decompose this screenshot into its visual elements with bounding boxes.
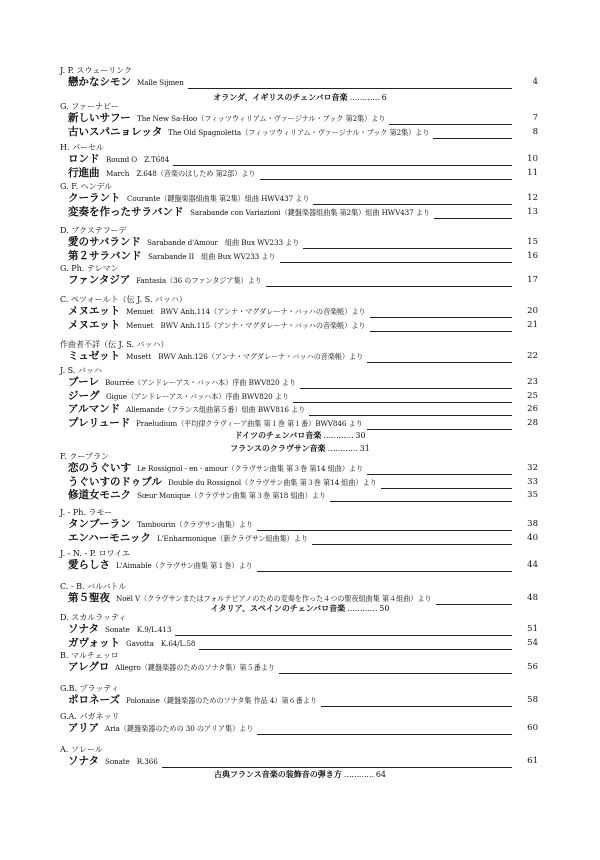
page-number: 17 bbox=[527, 275, 538, 285]
original-title: Le Rossignol - en - amour（クラヴサン曲集 第３巻 第14 組曲）より bbox=[137, 464, 364, 473]
original-title: The Old Spagnoletta（フィッツウィリアム・ヴァージナル・ブック 第2集）より bbox=[168, 127, 430, 137]
toc-entry[interactable] bbox=[0, 637, 600, 650]
toc-entry[interactable] bbox=[0, 476, 600, 489]
leader-line bbox=[257, 571, 512, 572]
section-page-number: 64 bbox=[375, 770, 387, 779]
piece-title: うぐいすのドゥブル bbox=[68, 475, 162, 488]
leader-line bbox=[367, 362, 512, 363]
piece-title: 戀かなシモン bbox=[68, 76, 131, 88]
piece-title: 古いスパニョレッタ bbox=[68, 125, 163, 138]
page-number: 7 bbox=[532, 113, 538, 123]
page-number: 16 bbox=[527, 250, 538, 261]
leader-line bbox=[321, 706, 512, 707]
piece-title: アレグロ bbox=[68, 661, 110, 673]
page-number: 4 bbox=[532, 77, 538, 87]
toc-entry[interactable] bbox=[0, 722, 600, 735]
leader-dots: ………… bbox=[325, 444, 360, 453]
section-title: フランスのクラヴサン音楽 bbox=[230, 444, 326, 453]
toc-entry[interactable] bbox=[0, 167, 600, 180]
leader-dots: ………… bbox=[321, 431, 356, 440]
piece-title: メヌエット bbox=[68, 305, 121, 317]
toc-entry[interactable] bbox=[0, 126, 600, 139]
leader-line bbox=[367, 429, 512, 430]
toc-entry[interactable] bbox=[0, 305, 600, 318]
original-title: Menuet BWV Anh.115（アンナ・マグダレーナ・バッハの音楽帳）より bbox=[126, 320, 366, 330]
toc-entry[interactable] bbox=[0, 112, 600, 125]
page-number: 8 bbox=[532, 126, 538, 137]
piece-title: ファンタジア bbox=[68, 274, 131, 286]
piece-title: 愛のサバランド bbox=[68, 236, 141, 248]
page-number: 23 bbox=[527, 377, 538, 387]
toc-entry[interactable] bbox=[0, 462, 600, 475]
piece-title: プレリュード bbox=[68, 416, 131, 429]
toc-entry[interactable] bbox=[0, 76, 600, 89]
piece-title: タンブーラン bbox=[68, 518, 131, 530]
original-title: L'Aimable（クラヴサン曲集 第１巻）より bbox=[116, 561, 253, 570]
composer-name: J. - N. - P. ロワイエ bbox=[60, 549, 131, 558]
section-heading bbox=[0, 431, 600, 441]
section-page-number: 30 bbox=[355, 431, 366, 440]
piece-title: ソナタ bbox=[68, 623, 99, 635]
composer-name: 作曲者不詳（伝 J. S. バッハ） bbox=[60, 340, 169, 349]
original-title: Gavotta K.64/L.58 bbox=[126, 638, 196, 648]
toc-entry[interactable] bbox=[0, 390, 600, 403]
original-title: Musett BWV Anh.126（アンナ・マグダレーナ・バッハの音楽帳）より bbox=[126, 352, 364, 361]
original-title: Fantasia（36 のファンタジア集）より bbox=[136, 276, 262, 285]
page-number: 35 bbox=[527, 490, 538, 500]
original-title: Gigue（アンドレーアス・バッハ本）序曲 BWV820 より bbox=[106, 391, 290, 401]
page-number: 11 bbox=[527, 167, 538, 178]
composer-name: G. Ph. テレマン bbox=[60, 264, 119, 273]
composer-name: A. ソレール bbox=[60, 745, 103, 754]
toc-entry[interactable] bbox=[0, 403, 600, 416]
piece-title: 修道女モニク bbox=[68, 489, 131, 501]
composer-name: G. ファーナビー bbox=[60, 102, 119, 111]
page-number: 40 bbox=[527, 532, 538, 543]
toc-entry[interactable] bbox=[0, 153, 600, 166]
leader-line bbox=[312, 544, 512, 545]
section-title: イタリア、スペインのチェンバロ音楽 bbox=[210, 604, 346, 613]
page-number: 32 bbox=[527, 463, 538, 473]
original-title: Sœur Monique（クラヴサン曲集 第３巻 第18 組曲）より bbox=[137, 491, 326, 500]
leader-line bbox=[199, 649, 512, 650]
original-title: Sarabande II 組曲 Bux WV233 より bbox=[148, 251, 276, 261]
original-title: Bourrée（アンドレーアス・バッハ本）序曲 BWV820 より bbox=[105, 378, 296, 387]
piece-title: ポロネーズ bbox=[68, 694, 120, 706]
toc-entry[interactable] bbox=[0, 518, 600, 531]
toc-entry[interactable] bbox=[0, 755, 600, 768]
page-number: 10 bbox=[527, 154, 538, 164]
composer-name: G. F. ヘンデル bbox=[60, 182, 113, 191]
page-number: 15 bbox=[527, 237, 538, 247]
leader-line bbox=[370, 331, 512, 332]
original-title: Sarabande d'Amour 組曲 Bux WV233 より bbox=[147, 238, 300, 247]
composer-name: J. S. バッハ bbox=[60, 366, 102, 375]
page-number: 28 bbox=[527, 417, 538, 428]
piece-title: ロンド bbox=[68, 153, 100, 165]
piece-title: ミュゼット bbox=[68, 350, 121, 362]
page-number: 61 bbox=[527, 756, 538, 766]
section-title: ドイツのチェンバロ音楽 bbox=[234, 431, 322, 440]
section-page-number: 31 bbox=[359, 444, 370, 453]
leader-line bbox=[266, 286, 512, 287]
composer-name: J. - Ph. ラモー bbox=[60, 508, 113, 517]
original-title: Sarabande con Variazioni（鍵盤楽器組曲集 第2集）組曲 HWV437 より bbox=[190, 207, 430, 217]
page-number: 56 bbox=[527, 662, 538, 672]
section-page-number: 50 bbox=[379, 604, 390, 613]
page-number: 26 bbox=[527, 404, 538, 414]
leader-line bbox=[257, 734, 512, 735]
piece-title: 新しいサフー bbox=[68, 112, 131, 124]
original-title: Allemande（フランス組曲第５番）組曲 BWV816 より bbox=[126, 405, 306, 414]
composer-name: D. スカルラッティ bbox=[60, 613, 127, 622]
piece-title: 愛らしさ bbox=[68, 559, 110, 571]
page-number: 20 bbox=[527, 306, 538, 316]
leader-dots: ………… bbox=[341, 770, 376, 779]
original-title: Aria（鍵盤楽器のための 30 のアリア集）より bbox=[105, 724, 254, 733]
section-page-number: 6 bbox=[381, 93, 387, 102]
piece-title: 変奏を作ったサラバンド bbox=[68, 205, 184, 218]
page-number: 13 bbox=[527, 206, 538, 217]
leader-line bbox=[434, 218, 512, 219]
original-title: Double du Rossignol（クラヴサン曲集 第３巻 第14 組曲）より bbox=[168, 477, 377, 487]
composer-name: G.B. プラッティ bbox=[60, 684, 119, 693]
piece-title: クーラント bbox=[68, 192, 121, 204]
original-title: The New Sa-Hoo（フィッツウィリアム・ヴァージナル・ブック 第2集）より bbox=[137, 114, 386, 123]
original-title: Polonaise（鍵盤楽器のためのソナタ集 作品 4）第６番より bbox=[126, 696, 317, 705]
leader-line bbox=[280, 262, 512, 263]
page-number: 54 bbox=[527, 637, 538, 648]
toc-entry[interactable] bbox=[0, 623, 600, 636]
toc-entry[interactable] bbox=[0, 250, 600, 263]
leader-dots: ………… bbox=[347, 93, 382, 102]
section-heading bbox=[0, 770, 600, 780]
composer-name: H. パーセル bbox=[60, 143, 104, 152]
original-title: Courante（鍵盤楽器組曲集 第2集）組曲 HWV437 より bbox=[127, 194, 310, 203]
section-title: 古典フランス音楽の装飾音の弾き方 bbox=[213, 770, 342, 779]
composer-name: C. - B. バルバトル bbox=[60, 582, 127, 591]
composer-name: D. ブクステフーデ bbox=[60, 226, 127, 235]
toc-entry[interactable] bbox=[0, 376, 600, 389]
toc-entry[interactable] bbox=[0, 661, 600, 674]
leader-line bbox=[188, 88, 512, 89]
leader-line bbox=[330, 501, 512, 502]
page-number: 33 bbox=[527, 476, 538, 487]
toc-entry[interactable] bbox=[0, 489, 600, 502]
original-title: Praeludium（平均律クラヴィーア曲集 第１巻 第１番）BWV846 より bbox=[136, 418, 363, 428]
page-number: 48 bbox=[527, 593, 538, 603]
composer-name: C. ペツォールト（伝 J. S. バッハ） bbox=[60, 295, 187, 304]
toc-entry[interactable] bbox=[0, 206, 600, 219]
original-title: Tambourin（クラヴサン曲集）より bbox=[137, 520, 253, 529]
original-title: Menuet BWV Anh.114（アンナ・マグダレーナ・バッハの音楽帳）より bbox=[126, 307, 366, 316]
original-title: Malle Sijmen bbox=[137, 78, 184, 87]
original-title: Noël V（クラヴサンまたはフォルテピアノのための変奏を作った４つの聖夜組曲集 第４組曲）より bbox=[116, 594, 432, 603]
piece-title: 恋のうぐいす bbox=[68, 462, 131, 474]
original-title: Allegro（鍵盤楽器のためのソナタ集）第５番より bbox=[115, 663, 275, 672]
leader-line bbox=[162, 767, 512, 768]
page-number: 25 bbox=[527, 390, 538, 401]
piece-title: 第５聖夜 bbox=[68, 592, 110, 604]
toc-entry[interactable] bbox=[0, 417, 600, 430]
composer-name: J. P. スウェーリンク bbox=[60, 66, 133, 75]
piece-title: 第２サラバンド bbox=[68, 249, 142, 262]
toc-entry[interactable] bbox=[0, 319, 600, 332]
original-title: Sonate K.9/L.413 bbox=[105, 625, 172, 634]
piece-title: メヌエット bbox=[68, 318, 121, 331]
page-number: 12 bbox=[527, 193, 538, 203]
composer-name: F. クープラン bbox=[60, 452, 109, 461]
page-number: 22 bbox=[527, 351, 538, 361]
piece-title: ガヴォット bbox=[68, 636, 121, 649]
toc-entry[interactable] bbox=[0, 532, 600, 545]
toc-entry[interactable] bbox=[0, 694, 600, 707]
piece-title: ブーレ bbox=[68, 376, 99, 388]
original-title: Round O Z.T684 bbox=[106, 155, 170, 164]
original-title: Sonate R.366 bbox=[105, 757, 158, 766]
toc-entry[interactable] bbox=[0, 559, 600, 572]
page-number: 21 bbox=[527, 319, 538, 330]
leader-line bbox=[433, 138, 512, 139]
toc-entry[interactable] bbox=[0, 274, 600, 287]
toc-entry[interactable] bbox=[0, 192, 600, 205]
page-number: 51 bbox=[527, 624, 538, 634]
piece-title: エンハーモニック bbox=[68, 531, 151, 544]
leader-line bbox=[260, 179, 512, 180]
original-title: L'Enharmonique（新クラヴサン組曲集）より bbox=[157, 533, 308, 543]
piece-title: 行進曲 bbox=[68, 166, 100, 179]
composer-name: B. マルチェッロ bbox=[60, 651, 119, 660]
toc-entry[interactable] bbox=[0, 236, 600, 249]
page-number: 38 bbox=[527, 519, 538, 529]
composer-name: G.A. パガネッリ bbox=[60, 712, 120, 721]
page-number: 60 bbox=[527, 723, 538, 733]
piece-title: アリア bbox=[68, 722, 100, 734]
piece-title: アルマンド bbox=[68, 403, 121, 415]
section-title: オランダ、イギリスのチェンバロ音楽 bbox=[213, 93, 348, 102]
piece-title: ジーグ bbox=[68, 389, 100, 402]
piece-title: ソナタ bbox=[68, 755, 99, 767]
leader-line bbox=[279, 673, 512, 674]
leader-dots: ………… bbox=[345, 604, 380, 613]
page-number: 58 bbox=[527, 695, 538, 705]
toc-entry[interactable] bbox=[0, 350, 600, 363]
original-title: March Z.648（音楽のはしため 第2部）より bbox=[106, 168, 256, 178]
page-number: 44 bbox=[527, 560, 538, 570]
